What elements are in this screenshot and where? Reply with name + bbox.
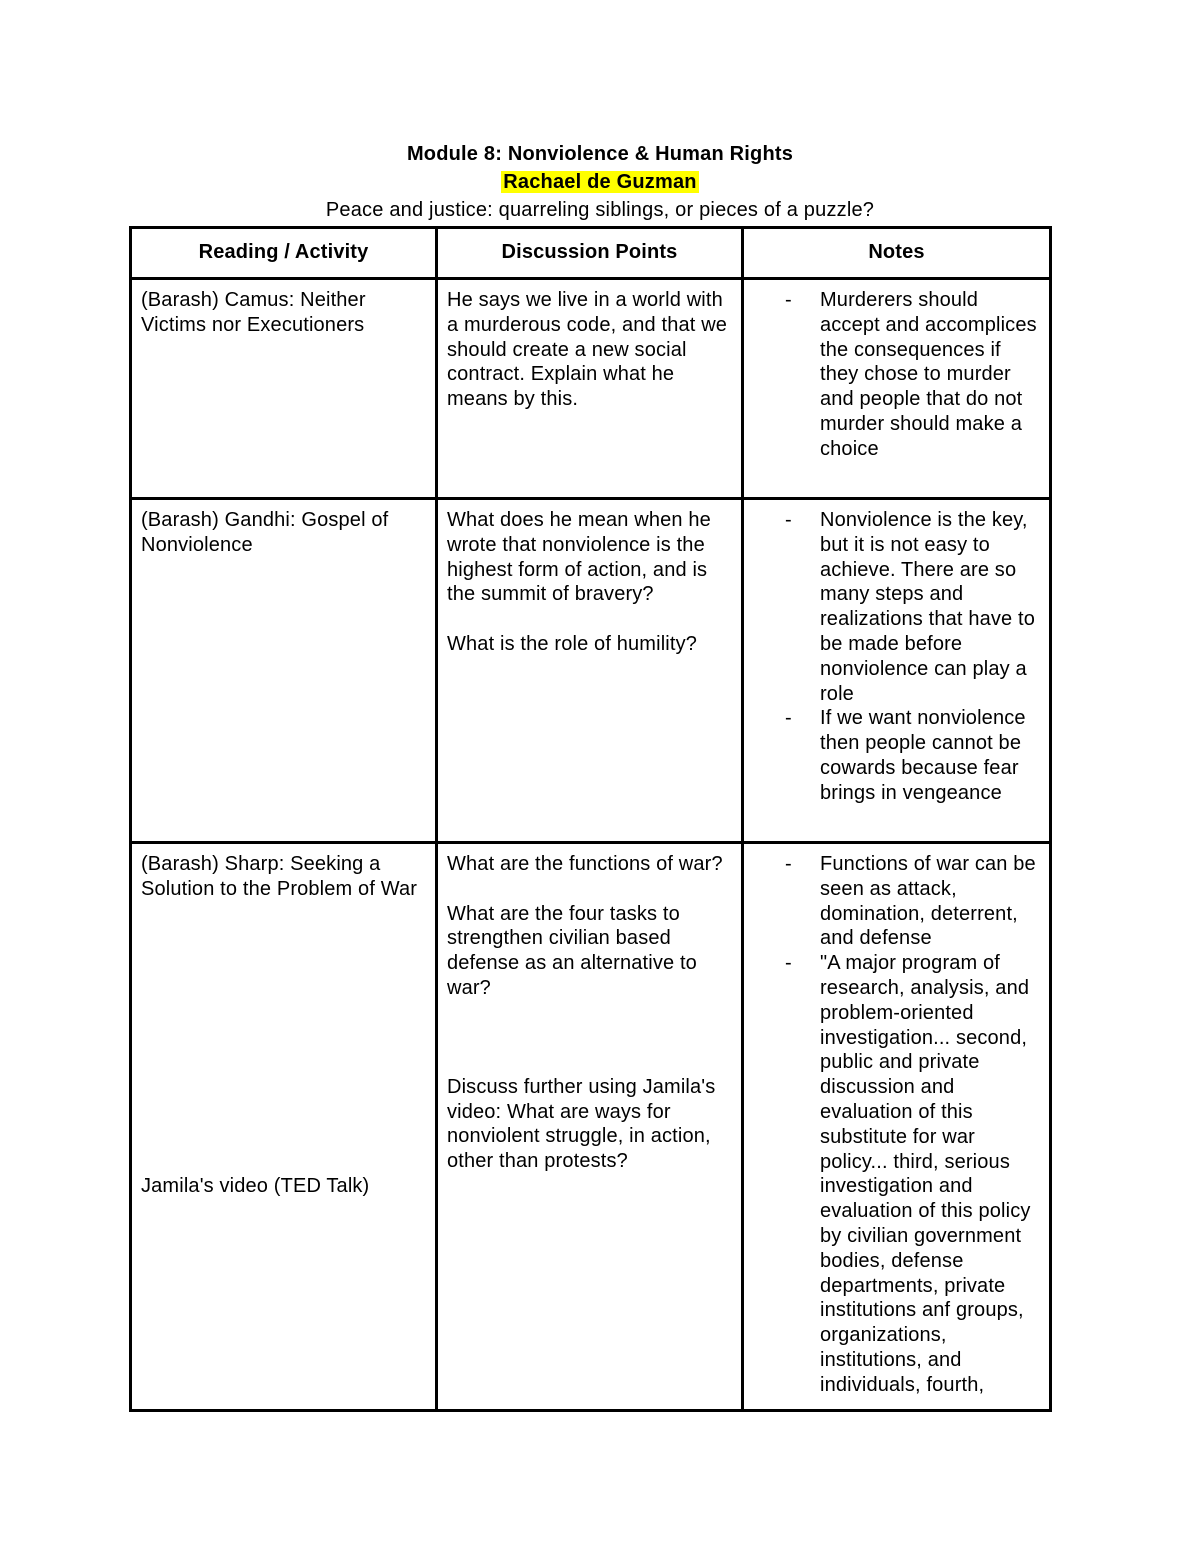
discussion-text: What are the functions of war? — [447, 853, 723, 875]
notes-cell — [743, 279, 1051, 499]
module-table — [129, 226, 1052, 1412]
discussion-text: What does he mean when he wrote that nonviolence is the highest form of action, and is the summit of bravery? — [447, 509, 711, 606]
note-item: - Murderers should accept and accomplices the consequences if they chose to murder and people that do not murder should make a choice — [753, 288, 1040, 462]
discussion-text: What is the role of humility? — [447, 632, 698, 655]
discussion-cell — [437, 279, 743, 499]
author-line — [0, 168, 1200, 196]
note-item: - If we want nonviolence then people cannot be cowards because fear brings in vengeance — [753, 706, 1040, 805]
author-name-highlighted: Rachael de Guzman — [503, 171, 697, 193]
column-header-discussion: Discussion Points — [437, 228, 743, 279]
discussion-text: He says we live in a world with a murderous code, and that we should create a new social contract. Explain what he means by this. — [447, 289, 728, 411]
notes-cell — [743, 499, 1051, 843]
table-row — [131, 499, 1051, 843]
discussion-cell — [437, 843, 743, 1411]
discussion-cell — [437, 499, 743, 843]
document-subtitle: Peace and justice: quarreling siblings, or pieces of a puzzle? — [325, 199, 875, 221]
document-header — [0, 140, 1200, 224]
column-header-reading: Reading / Activity — [131, 228, 437, 279]
note-item: - "A major program of research, analysis, and problem-oriented investigation... second, public and private discussion and evaluation of this substitute for war policy... third, serious investigation and evaluation of this policy by civilian government bodies, defense departments, private institutions anf groups, organizations, institutions, and individuals, fourth, — [753, 951, 1040, 1397]
discussion-text: Discuss further using Jamila's video: What are ways for nonviolent struggle, in action, other than protests? — [447, 1075, 716, 1173]
column-header-notes: Notes — [743, 228, 1051, 279]
table-header-row — [131, 228, 1051, 279]
note-item: - Nonviolence is the key, but it is not easy to achieve. There are so many steps and realizations that have to be made before nonviolence can play a role — [753, 508, 1040, 706]
table-row — [131, 279, 1051, 499]
reading-text: (Barash) Sharp: Seeking a Solution to the Problem of War — [141, 853, 418, 900]
reading-text: (Barash) Camus: Neither Victims nor Executioners — [141, 289, 366, 336]
reading-cell — [131, 843, 437, 1411]
document-title: Module 8: Nonviolence & Human Rights — [406, 143, 794, 165]
reading-cell — [131, 279, 437, 499]
note-item: - Functions of war can be seen as attack, domination, deterrent, and defense — [753, 852, 1040, 951]
reading-text: Jamila's video (TED Talk) — [141, 1174, 370, 1197]
notes-cell — [743, 843, 1051, 1411]
notes-list — [753, 288, 1040, 462]
table-row — [131, 843, 1051, 1411]
discussion-text: What are the four tasks to strengthen civilian based defense as an alternative to war? — [447, 902, 697, 999]
reading-cell — [131, 499, 437, 843]
notes-list — [753, 852, 1040, 1398]
notes-list — [753, 508, 1040, 806]
reading-text: (Barash) Gandhi: Gospel of Nonviolence — [141, 509, 389, 556]
